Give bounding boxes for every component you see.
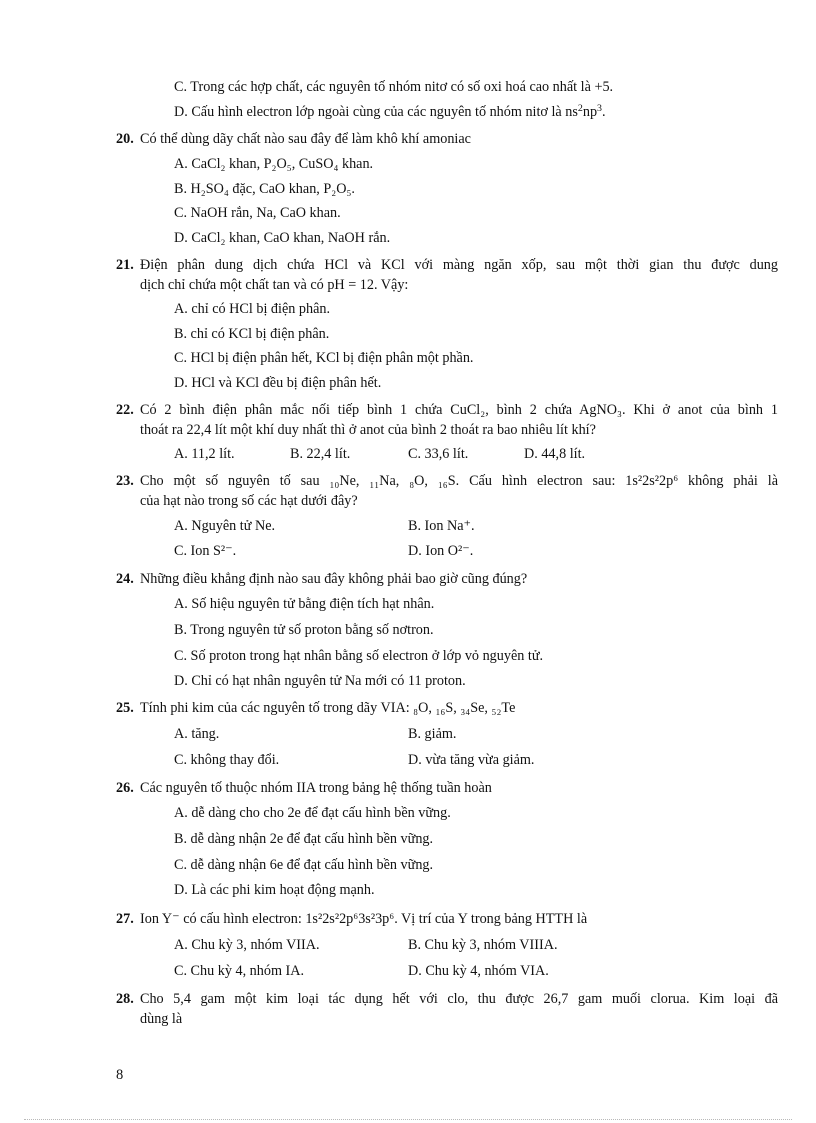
option-d: D. vừa tăng vừa giảm. — [408, 752, 535, 768]
question-text: Có thể dùng dãy chất nào sau đây để làm khô khí amoniac — [140, 131, 471, 147]
question-text-line: Điện phân dung dịch chứa HCl và KCl với màng ngăn xốp, sau một thời gian thu được dung — [140, 257, 778, 273]
option-d: D. Chu kỳ 4, nhóm VIA. — [408, 963, 549, 979]
question-text-line: thoát ra 22,4 lít một khí duy nhất thì ở anot của bình 2 thoát ra bao nhiêu lít khí? — [140, 422, 596, 438]
option-c: C. Chu kỳ 4, nhóm IA. — [174, 963, 305, 979]
option-c: C. Ion S²⁻. — [174, 543, 237, 559]
option-a: A. tăng. — [174, 726, 220, 742]
q19-option-c: C. Trong các hợp chất, các nguyên tố nhóm nitơ có số oxi hoá cao nhất là +5. — [174, 79, 614, 95]
question-text-line: Cho 5,4 gam một kim loại tác dụng hết với clo, thu được 26,7 gam muối clorua. Kim loại đã — [140, 991, 778, 1007]
question-text: Tính phi kim của các nguyên tố trong dãy VIA: ₈O, ₁₆S, ₃₄Se, ₅₂Te — [140, 700, 516, 716]
question-number: 24. — [116, 571, 134, 587]
footer-divider — [24, 1119, 792, 1120]
option-d: D. 44,8 lít. — [524, 446, 586, 462]
question-number: 28. — [116, 991, 134, 1007]
question-text: Những điều khẳng định nào sau đây không phải bao giờ cũng đúng? — [140, 571, 528, 587]
option-a: A. CaCl₂ khan, P₂O₅, CuSO₄ khan. — [174, 156, 374, 172]
page-number: 8 — [116, 1067, 124, 1083]
option-c: C. không thay đổi. — [174, 752, 280, 768]
question-number: 25. — [116, 700, 134, 716]
question-text: Ion Y⁻ có cấu hình electron: 1s²2s²2p⁶3s²3p⁶. Vị trí của Y trong bảng HTTH là — [140, 911, 588, 927]
question-number: 26. — [116, 780, 134, 796]
question-number: 21. — [116, 257, 134, 273]
question-text-line: Cho một số nguyên tố sau ₁₀Ne, ₁₁Na, ₈O, ₁₆S. Cấu hình electron sau: 1s²2s²2p⁶ không phải là — [140, 473, 778, 489]
option-d: D. Là các phi kim hoạt động mạnh. — [174, 882, 375, 898]
option-d: D. Chỉ có hạt nhân nguyên tử Na mới có 11 proton. — [174, 673, 466, 689]
option-a: A. Số hiệu nguyên tử bằng điện tích hạt nhân. — [174, 596, 435, 612]
option-c: C. Số proton trong hạt nhân bằng số electron ở lớp vỏ nguyên tử. — [174, 648, 544, 664]
option-b: B. Trong nguyên tử số proton bằng số nơtron. — [174, 622, 434, 638]
option-b: B. 22,4 lít. — [290, 446, 351, 462]
question-number: 23. — [116, 473, 134, 489]
option-c: C. NaOH rắn, Na, CaO khan. — [174, 205, 341, 221]
question-number: 20. — [116, 131, 134, 147]
option-d: D. CaCl₂ khan, CaO khan, NaOH rắn. — [174, 230, 391, 246]
option-a: A. Nguyên tử Ne. — [174, 518, 276, 534]
question-text-line: dùng là — [140, 1011, 183, 1027]
question-text-line: của hạt nào trong số các hạt dưới đây? — [140, 493, 358, 509]
option-a: A. chỉ có HCl bị điện phân. — [174, 301, 331, 317]
option-a: A. 11,2 lít. — [174, 446, 235, 462]
option-b: B. Chu kỳ 3, nhóm VIIIA. — [408, 937, 558, 953]
q19-option-d: D. Cấu hình electron lớp ngoài cùng của các nguyên tố nhóm nitơ là $ns^2np^3$. — [174, 103, 606, 120]
option-b: B. giảm. — [408, 726, 457, 742]
option-b: B. dễ dàng nhận 2e để đạt cấu hình bền vững. — [174, 831, 434, 847]
option-b: B. chỉ có KCl bị điện phân. — [174, 326, 330, 342]
question-text-line: Có 2 bình điện phân mắc nối tiếp bình 1 chứa CuCl₂, bình 2 chứa AgNO₃. Khi ở anot của bình 1 — [140, 402, 778, 418]
option-c: C. HCl bị điện phân hết, KCl bị điện phân một phần. — [174, 350, 474, 366]
question-text-line: dịch chỉ chứa một chất tan và có pH = 12. Vậy: — [140, 277, 409, 293]
option-c: C. dễ dàng nhận 6e để đạt cấu hình bền vững. — [174, 857, 434, 873]
option-c: C. 33,6 lít. — [408, 446, 469, 462]
question-number: 27. — [116, 911, 134, 927]
question-text: Các nguyên tố thuộc nhóm IIA trong bảng hệ thống tuần hoàn — [140, 780, 492, 796]
option-b: B. Ion Na⁺. — [408, 518, 475, 534]
option-d: D. Ion O²⁻. — [408, 543, 474, 559]
question-number: 22. — [116, 402, 134, 418]
option-b: B. H₂SO₄ đặc, CaO khan, P₂O₅. — [174, 181, 355, 197]
option-a: A. Chu kỳ 3, nhóm VIIA. — [174, 937, 320, 953]
option-a: A. dễ dàng cho cho 2e để đạt cấu hình bền vững. — [174, 805, 451, 821]
option-d: D. HCl và KCl đều bị điện phân hết. — [174, 375, 382, 391]
